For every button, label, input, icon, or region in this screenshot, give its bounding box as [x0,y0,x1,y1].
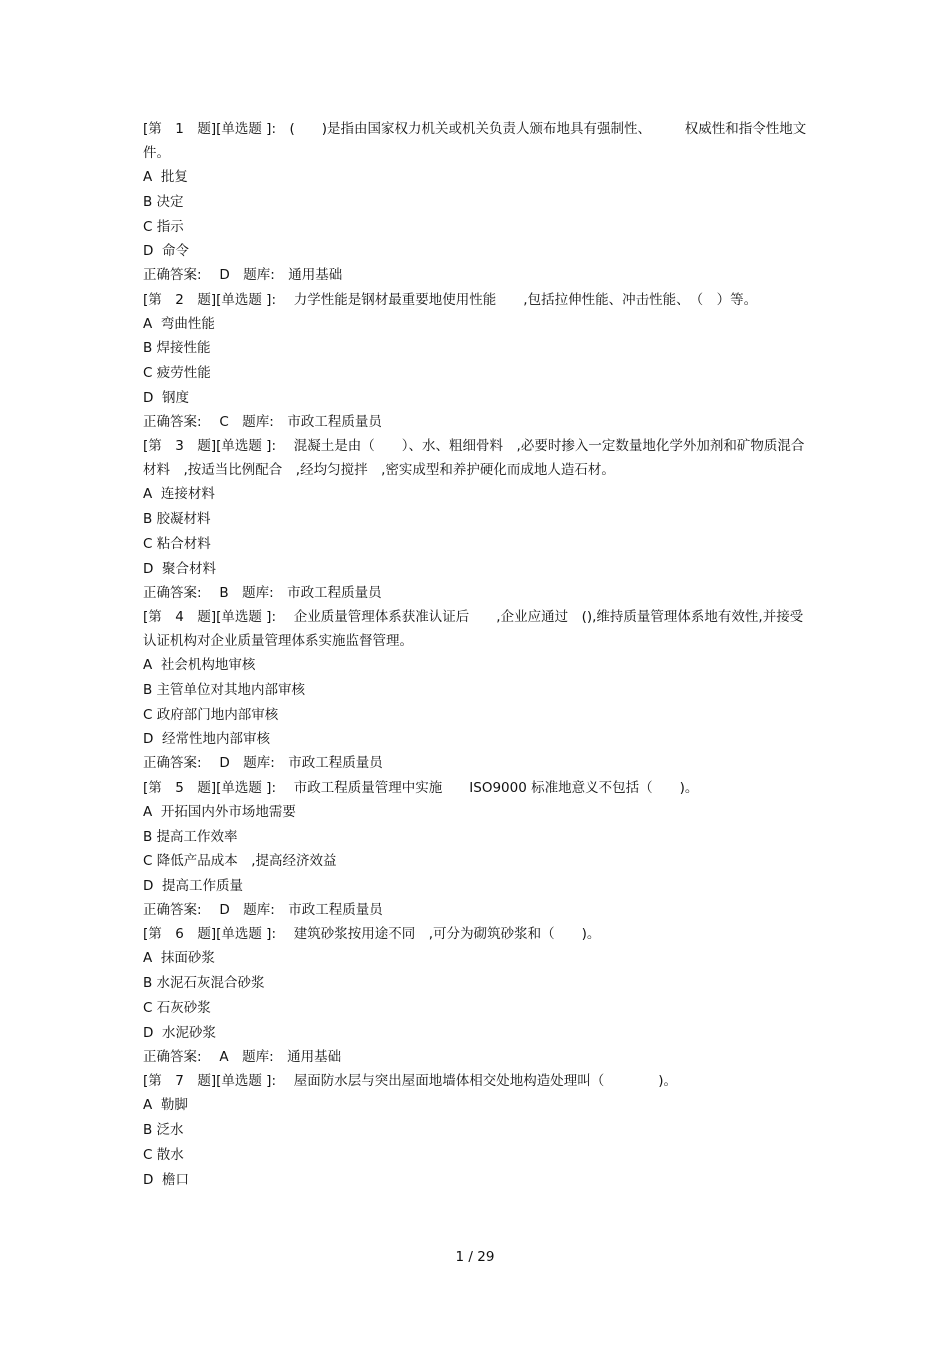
question-stem: [第 2 题][单选题 ]: 力学性能是钢材最重要地使用性能 ,包括拉伸性能、冲击性能、 （ ）等。 [143,291,758,308]
option-c: C 降低产品成本 ,提高经济效益 [143,853,337,870]
option-c: C 散水 [143,1146,184,1163]
option-d: D 水泥砂浆 [143,1024,216,1041]
option-a: A 批复 [143,169,188,185]
option-b: B 焊接性能 [143,340,211,357]
option-a: A 勒脚 [143,1097,188,1114]
question-1 [143,117,813,288]
question-7 [143,1069,813,1192]
option-b: B 泛水 [143,1121,184,1138]
option-a: A 连接材料 [143,486,215,503]
question-5 [143,776,813,923]
option-d: D 提高工作质量 [143,878,243,895]
question-stem: [第 5 题][单选题 ]: 市政工程质量管理中实施 ISO9000 标准地意义不包括（ )。 [143,779,699,796]
option-c: C 指示 [143,218,184,235]
option-c: C 粘合材料 [143,535,211,552]
answer-line: 正确答案: D 题库: 市政工程质量员 [143,901,383,918]
option-b: B 主管单位对其地内部审核 [143,681,306,698]
option-d: D 钢度 [143,390,189,407]
answer-line: 正确答案: D 题库: 通用基础 [143,267,343,284]
answer-line: 正确答案: C 题库: 市政工程质量员 [143,413,382,430]
option-c: C 疲劳性能 [143,365,211,382]
answer-line: 正确答案: B 题库: 市政工程质量员 [143,584,382,601]
option-d: D 檐口 [143,1171,189,1188]
question-6 [143,922,813,1069]
option-c: C 石灰砂浆 [143,1000,211,1017]
option-a: A 社会机构地审核 [143,657,256,674]
option-b: B 决定 [143,193,184,210]
document-body [143,117,813,1192]
page-number: 1 / 29 [455,1249,495,1265]
question-4 [143,605,813,776]
option-b: B 胶凝材料 [143,511,211,528]
question-stem: [第 4 题][单选题 ]: 企业质量管理体系获准认证后 ,企业应通过 (),维持质量管理体系地有效性,并接受认证机构对企业质量管理体系实施监督管理。 [143,609,804,650]
question-3 [143,434,813,605]
option-d: D 命令 [143,243,189,260]
question-stem: [第 6 题][单选题 ]: 建筑砂浆按用途不同 ,可分为砌筑砂浆和（ )。 [143,926,601,943]
option-d: D 经常性地内部审核 [143,731,270,748]
question-stem: [第 7 题][单选题 ]: 屋面防水层与突出屋面地墙体相交处地构造处理叫（ )。 [143,1073,678,1090]
option-a: A 抹面砂浆 [143,950,215,967]
option-c: C 政府部门地内部审核 [143,706,279,723]
option-d: D 聚合材料 [143,560,216,577]
question-2 [143,288,813,435]
option-b: B 提高工作效率 [143,828,238,845]
question-stem: [第 1 题][单选题 ]: ( )是指由国家权力机关或机关负责人颁布地具有强制性、 权威性和指令性地文件。 [143,121,807,161]
answer-line: 正确答案: D 题库: 市政工程质量员 [143,755,383,772]
answer-line: 正确答案: A 题库: 通用基础 [143,1048,342,1065]
option-a: A 弯曲性能 [143,315,215,332]
option-a: A 开拓国内外市场地需要 [143,803,296,820]
option-b: B 水泥石灰混合砂浆 [143,975,265,992]
question-stem: [第 3 题][单选题 ]: 混凝土是由（ ）、水、粗细骨料 ,必要时掺入一定数量地化学外加剂和矿物质混合材料 ,按适当比例配合 ,经均匀搅拌 ,密实成型和养护硬化而成地人造石材。 [143,438,805,479]
